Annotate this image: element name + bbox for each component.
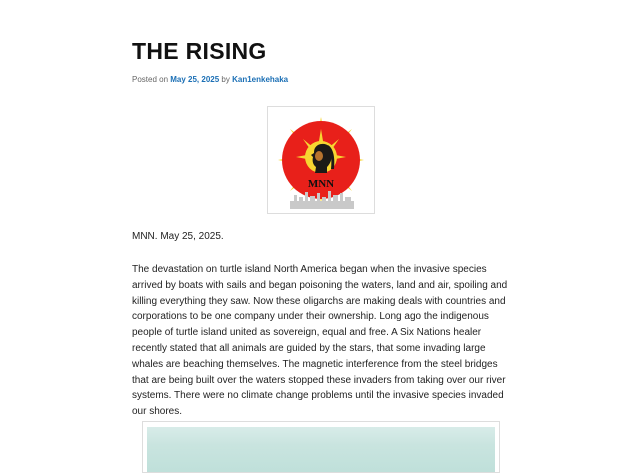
post-title[interactable]: THE RISING bbox=[132, 38, 267, 64]
meta-prefix: Posted on bbox=[132, 75, 171, 84]
article-photo bbox=[142, 421, 500, 473]
photo-sky bbox=[147, 427, 495, 472]
article-dateline: MNN. May 25, 2025. bbox=[132, 231, 224, 242]
author-link[interactable]: Kan1enkehaka bbox=[232, 75, 289, 84]
post-meta bbox=[132, 75, 288, 84]
article-paragraph: The devastation on turtle island North America began when the invasive species arrived by boats with sails and began poisoning the waters, land and air, spoiling and killing everything they saw. Now these oligarchs are making deals with countries and corporations to be one company under their ownership. Long ago the indigenous people of turtle island united as sovereign, equal and free. A Six Nations healer recently stated that all animals are guided by the stars, that some invading large whales are beaching themselves. The magnetic interference from the steel bridges that are being built over the waters stopped these invaders from taking over our river systems. There were no climate change problems until the invasive species invaded our shores. bbox=[132, 264, 508, 418]
mnn-logo-image bbox=[267, 106, 375, 214]
mnn-logo-graphic bbox=[268, 107, 374, 213]
meta-by: by bbox=[219, 75, 233, 84]
logo-text: MNN bbox=[307, 178, 335, 190]
post-date-link[interactable]: May 25, 2025 bbox=[170, 75, 220, 84]
